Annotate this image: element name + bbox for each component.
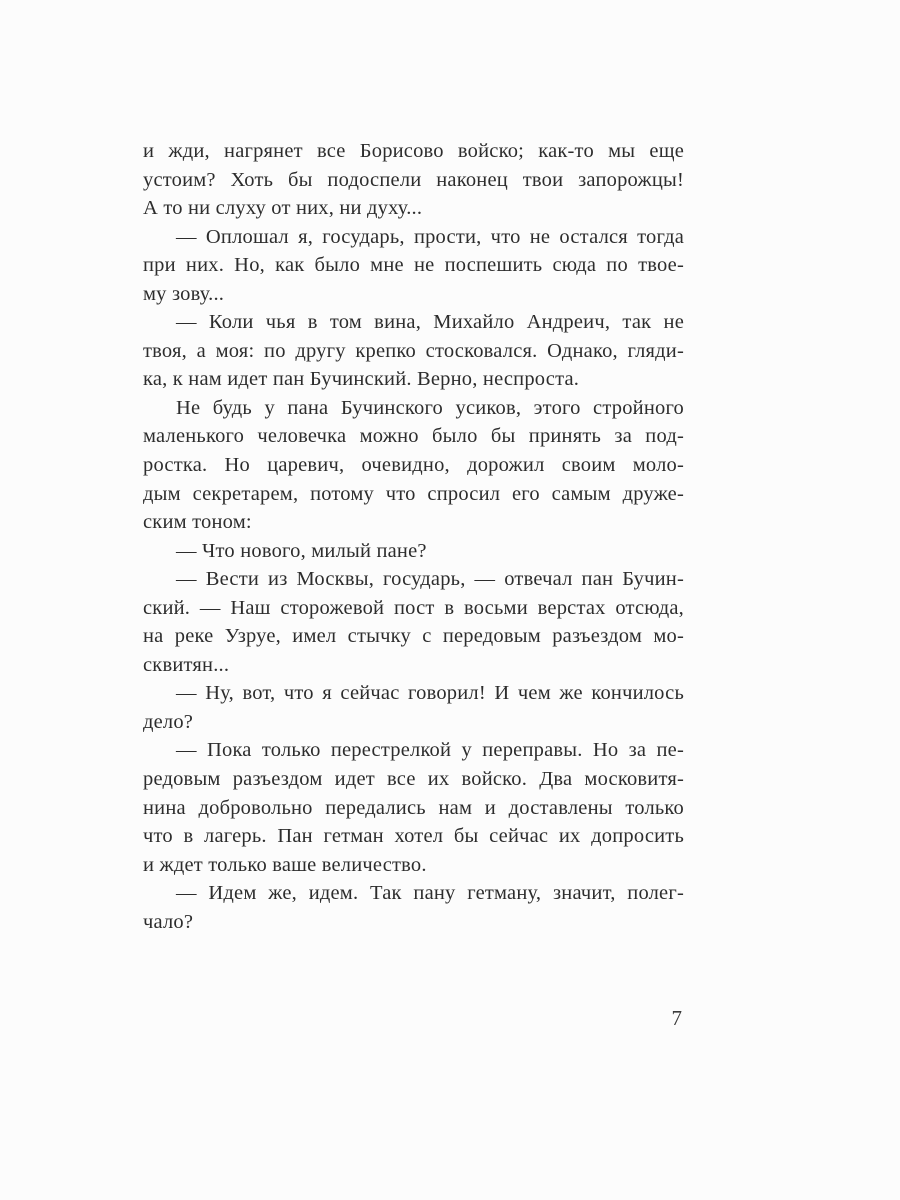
text-line: — Идем же, идем. Так пану гетману, значит, полег- [176, 882, 684, 905]
text-line: чало? [143, 910, 194, 933]
text-line: и жди, нагрянет все Борисово войско; как-то мы еще [143, 140, 684, 162]
text-line: ским тоном: [143, 511, 252, 534]
text-line: устоим? Хоть бы подоспели наконец твои запорожцы! [143, 168, 684, 191]
text-line: му зову... [143, 282, 225, 305]
text-line: при них. Но, как было мне не поспешить сюда по твое- [143, 254, 684, 277]
text-line: маленького человечка можно было бы принять за под- [143, 425, 684, 448]
text-line: нина добровольно передались нам и доставлены только [143, 796, 684, 819]
text-line: А то ни слуху от них, ни духу... [143, 197, 423, 220]
text-line: и ждет только ваше величество. [143, 853, 427, 876]
text-line: ростка. Но царевич, очевидно, дорожил своим моло- [143, 454, 684, 477]
text-line: дело? [143, 710, 194, 733]
page-number: 7 [671, 1006, 682, 1030]
text-block [143, 137, 684, 936]
text-line: Не будь у пана Бучинского усиков, этого стройного [176, 396, 684, 419]
text-line: на реке Узруе, имел стычку с передовым разъездом мо- [143, 625, 684, 648]
text-line: — Пока только перестрелкой у переправы. Но за пе- [176, 739, 684, 762]
text-line: что в лагерь. Пан гетман хотел бы сейчас их допросить [143, 825, 684, 848]
text-line: — Ну, вот, что я сейчас говорил! И чем же кончилось [176, 682, 684, 705]
text-line: дым секретарем, потому что спросил его самым друже- [143, 482, 684, 505]
text-line: ский. — Наш сторожевой пост в восьми верстах отсюда, [143, 596, 684, 619]
text-line: — Оплошал я, государь, прости, что не остался тогда [176, 225, 684, 248]
text-line: сквитян... [143, 653, 230, 676]
text-line: — Вести из Москвы, государь, — отвечал пан Бучин- [176, 568, 684, 591]
text-line: редовым разъездом идет все их войско. Два московитя- [143, 768, 684, 791]
text-line: ка, к нам идет пан Бучинский. Верно, неспроста. [143, 368, 580, 391]
text-line: твоя, а моя: по другу крепко стосковался. Однако, гляди- [143, 339, 684, 362]
text-line: — Что нового, милый пане? [176, 539, 427, 562]
text-line: — Коли чья в том вина, Михайло Андреич, так не [176, 311, 684, 334]
